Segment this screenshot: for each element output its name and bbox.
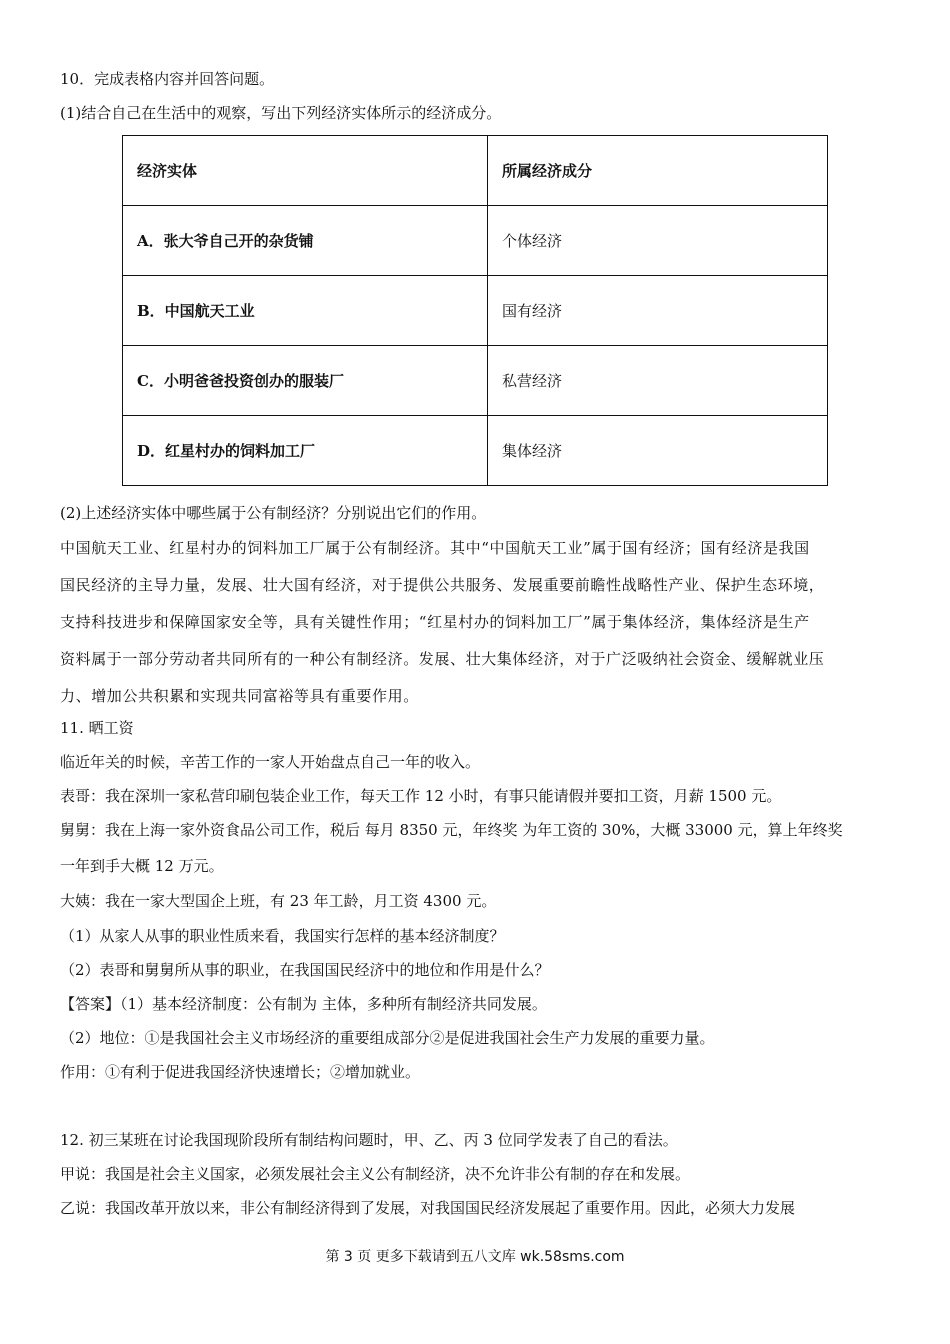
answer-line: 支持科技进步和保障国家安全等，具有关键性作用；“红星村办的饲料加工厂”属于集体经济，集体经济是生产 — [60, 613, 810, 631]
table-row — [123, 206, 828, 276]
answer-line: 资料属于一部分劳动者共同所有的一种公有制经济。发展、壮大集体经济，对于广泛吸纳社会资金、缓解就业压 — [60, 650, 825, 668]
q11-answer: （2）地位：①是我国社会主义市场经济的重要组成部分②是促进我国社会生产力发展的重要力量。 — [60, 1029, 715, 1047]
component-cell: 个体经济 — [488, 206, 828, 276]
q12-line: 甲说：我国是社会主义国家，必须发展社会主义公有制经济，决不允许非公有制的存在和发展。 — [60, 1165, 691, 1183]
answer-line: 力、增加公共积累和实现共同富裕等具有重要作用。 — [60, 687, 419, 705]
table-header-row — [123, 136, 828, 206]
header-component: 所属经济成分 — [488, 136, 828, 206]
q11-question: （2）表哥和舅舅所从事的职业，在我国国民经济中的地位和作用是什么？ — [60, 961, 550, 979]
answer-line: 中国航天工业、红星村办的饲料加工厂属于公有制经济。其中“中国航天工业”属于国有经济；国有经济是我国 — [60, 539, 810, 557]
q10-part2: (2)上述经济实体中哪些属于公有制经济？分别说出它们的作用。 — [60, 504, 487, 522]
q10-title: 10．完成表格内容并回答问题。 — [60, 70, 275, 88]
q11-title: 11. 晒工资 — [60, 719, 134, 737]
q11-line: 表哥：我在深圳一家私营印刷包装企业工作，每天工作 12 小时，有事只能请假并要扣工资，月薪 1500 元。 — [60, 787, 782, 805]
q11-answer: 作用：①有利于促进我国经济快速增长；②增加就业。 — [60, 1063, 421, 1081]
table-row — [123, 416, 828, 486]
table-row — [123, 276, 828, 346]
entity-cell: C．小明爸爸投资创办的服装厂 — [123, 346, 488, 416]
entity-cell: B．中国航天工业 — [123, 276, 488, 346]
q11-answer: 【答案】（1）基本经济制度：公有制为 主体，多种所有制经济共同发展。 — [60, 995, 547, 1013]
q12-title: 12. 初三某班在讨论我国现阶段所有制结构问题时，甲、乙、丙 3 位同学发表了自己的看法。 — [60, 1131, 678, 1149]
entity-cell: A．张大爷自己开的杂货铺 — [123, 206, 488, 276]
q11-line: 临近年关的时候，辛苦工作的一家人开始盘点自己一年的收入。 — [60, 753, 481, 771]
economy-table — [122, 135, 828, 486]
q11-line: 舅舅：我在上海一家外资食品公司工作，税后 每月 8350 元，年终奖 为年工资的 30%，大概 33000 元，算上年终奖 — [60, 821, 843, 839]
entity-cell: D．红星村办的饲料加工厂 — [123, 416, 488, 486]
header-entity: 经济实体 — [123, 136, 488, 206]
answer-line: 国民经济的主导力量，发展、壮大国有经济，对于提供公共服务、发展重要前瞻性战略性产业、保护生态环境， — [60, 576, 825, 594]
component-cell: 国有经济 — [488, 276, 828, 346]
q12-line: 乙说：我国改革开放以来，非公有制经济得到了发展，对我国国民经济发展起了重要作用。因此，必须大力发展 — [60, 1199, 796, 1217]
q11-question: （1）从家人从事的职业性质来看，我国实行怎样的基本经济制度？ — [60, 927, 505, 945]
page-footer: 第 3 页 更多下载请到五八文库 wk.58sms.com — [325, 1249, 625, 1265]
component-cell: 集体经济 — [488, 416, 828, 486]
q11-line: 一年到手大概 12 万元。 — [60, 857, 224, 875]
q10-part1: (1)结合自己在生活中的观察，写出下列经济实体所示的经济成分。 — [60, 104, 502, 122]
q11-line: 大姨：我在一家大型国企上班，有 23 年工龄，月工资 4300 元。 — [60, 892, 497, 910]
component-cell: 私营经济 — [488, 346, 828, 416]
table-row — [123, 346, 828, 416]
